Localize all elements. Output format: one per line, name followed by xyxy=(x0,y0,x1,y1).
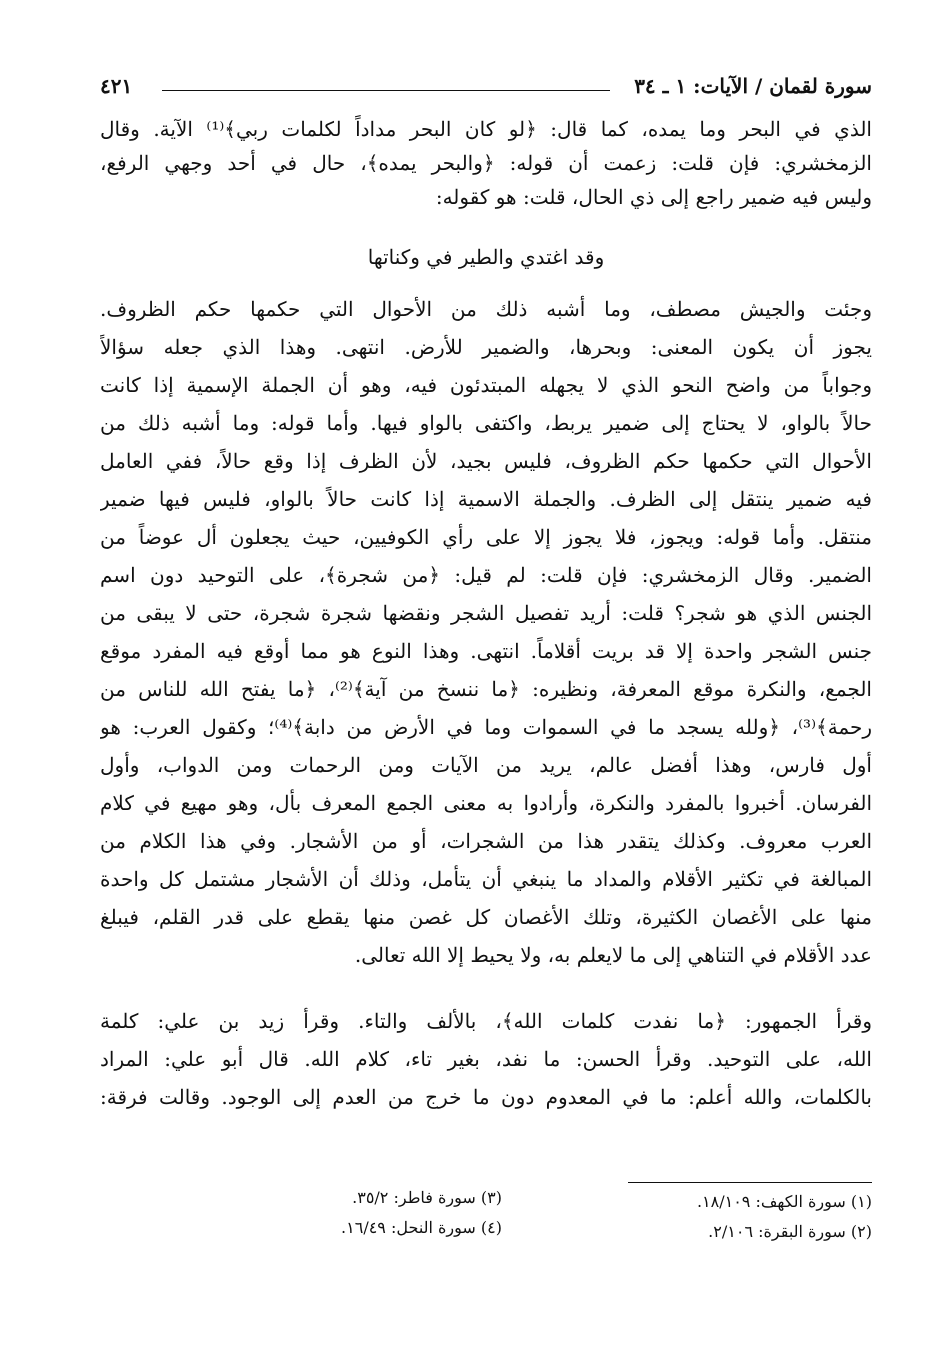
running-header xyxy=(100,70,872,110)
text-line: الجنس الذي هو شجر؟ قلت: أريد تفصيل الشجر ونقضها شجرة شجرة، حتى لا يبقى من xyxy=(100,601,872,625)
text-line: الزمخشري: فإن قلت: زعمت أن قوله: ﴿والبحر يمده﴾، حال في أحد وجهي الرفع، xyxy=(100,151,872,175)
text-line: الجمع، والنكرة موقع المعرفة، ونظيره: ﴿ما ننسخ من آية﴾⁽²⁾، ﴿ما يفتح الله للناس من xyxy=(100,677,872,701)
header-title: سورة لقمان / الآيات: ١ ـ ٣٤ xyxy=(634,74,872,98)
text-line: وجئت والجيش مصطف، وما أشبه ذلك من الأحوال التي حكمها حكم الظروف. xyxy=(100,297,872,321)
footnote-rule xyxy=(628,1182,872,1183)
text-line: الأحوال التي حكمها حكم الظروف، فليس بجيد، لأن الظرف إذا وقع حالاً، ففي العامل xyxy=(100,449,872,473)
footnote: (١) سورة الكهف: ١٨/١٠٩. xyxy=(696,1192,872,1211)
text-line: وليس فيه ضمير راجع إلى ذي الحال، قلت: هو كقوله: xyxy=(435,185,872,209)
page-number: ٤٢١ xyxy=(100,74,133,98)
footnote: (٣) سورة فاطر: ٣٥/٢. xyxy=(352,1188,502,1207)
footnote: (٤) سورة النحل: ١٦/٤٩. xyxy=(341,1218,502,1237)
text-line: الذي في البحر وما يمده، كما قال: ﴿لو كان البحر مداداً لكلمات ربي﴾⁽¹⁾ الآية. وقال xyxy=(100,117,872,141)
text-line: منها على الأغصان الكثيرة، وتلك الأغصان كل غصن منها يقطع على قدر القلم، فيبلغ xyxy=(100,905,872,929)
text-line: منتقل. وأما قوله: ويجوز، فلا يجوز إلا على رأي الكوفيين، حيث يجعلون أل عوضاً من xyxy=(100,525,872,549)
text-line: الضمير. وقال الزمخشري: فإن قلت: لم قيل: ﴿من شجرة﴾، على التوحيد دون اسم xyxy=(100,563,872,587)
text-line: المبالغة في تكثير الأقلام والمداد ما ينبغي أن يتأمل، وذلك أن الأشجار مشتمل كل واحدة xyxy=(100,867,872,891)
text-line: عدد الأقلام في التناهي إلى ما لايعلم به، ولا يحيط إلا الله تعالى. xyxy=(354,943,872,967)
text-line: أول فارس، وهذا أفضل عالم، يريد من الآيات ومن الرحمات ومن الدواب، وأول xyxy=(100,753,872,777)
text-line: بالكلمات، والله أعلم: ما في المعدوم دون ما خرج من العدم إلى الوجود. وقالت فرقة: xyxy=(100,1085,872,1109)
text-line: رحمة﴾⁽³⁾، ﴿ولله يسجد ما في السموات وما في الأرض من دابة﴾⁽⁴⁾؛ وكقول العرب: هو xyxy=(100,715,872,739)
text-line: الفرسان. أخبروا بالمفرد والنكرة، وأرادوا به معنى الجمع المعرف بأل، وهو مهيع في كلام xyxy=(100,791,872,815)
verse-line: وقد اغتدي والطير في وكناتها xyxy=(367,245,605,269)
text-line: جنس الشجر واحدة إلا قد بريت أقلاماً. انتهى. وهذا النوع هو مما أوقع فيه المفرد موقع xyxy=(100,639,872,663)
text-line: الله، على التوحيد. وقرأ الحسن: ما نفد، بغير تاء، كلام الله. قال أبو علي: المراد xyxy=(100,1047,872,1071)
text-line: يجوز أن يكون المعنى: وبحرها، والضمير للأرض. انتهى. وهذا الذي جعله سؤالاً xyxy=(100,335,872,359)
footnote: (٢) سورة البقرة: ٢/١٠٦. xyxy=(708,1222,872,1241)
text-line: فيه ضمير ينتقل إلى الظرف. والجملة الاسمية إذا كانت حالاً بالواو، فليس فيها ضمير xyxy=(100,487,872,511)
header-rule xyxy=(162,90,610,91)
text-line: وجواباً من واضح النحو الذي لا يجهله المبتدئون فيه، وهو أن الجملة الإسمية إذا كانت xyxy=(100,373,872,397)
text-line: حالاً بالواو، لا يحتاج إلى ضمير يربط، واكتفى بالواو فيها. وأما قوله: وما أشبه ذلك من xyxy=(100,411,872,435)
text-line: العرب معروف. وكذلك يتقدر هذا من الشجرات، أو من الأشجار. وفي هذا الكلام من xyxy=(100,829,872,853)
text-line: وقرأ الجمهور: ﴿ما نفدت كلمات الله﴾، بالألف والتاء. وقرأ زيد بن علي: كلمة xyxy=(100,1009,872,1033)
